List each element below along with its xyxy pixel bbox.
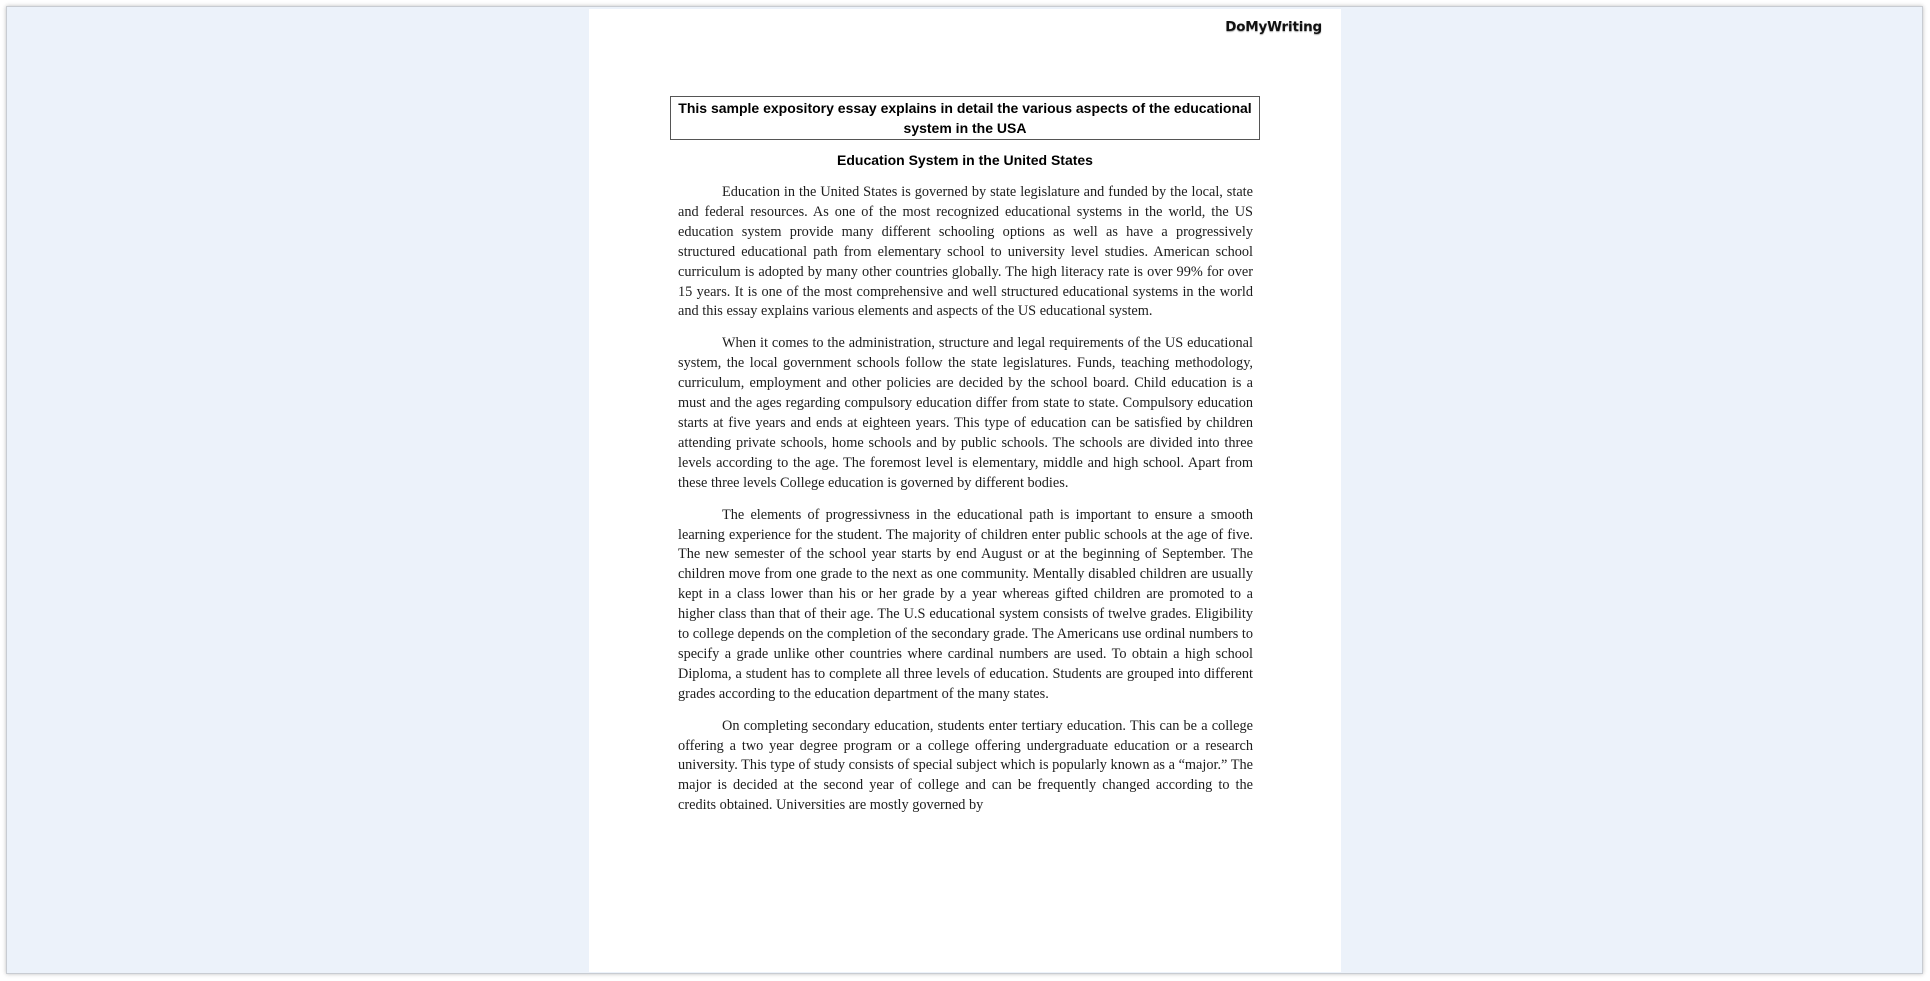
paragraph: Education in the United States is governed by state legislature and funded by the local, state and federal resources. As one of the most recognized educational systems in the world, the US education system provide many different schooling options as well as have a progressively structured educational path from elementary school to university level studies. American school curriculum is adopted by many other countries globally. The high literacy rate is over 99% for over 15 years. It is one of the most comprehensive and well structured educational systems in the world and this essay explains various elements and aspects of the US educational system. <box>678 184 1253 320</box>
essay-body <box>678 183 1253 828</box>
summary-title-box: This sample expository essay explains in detail the various aspects of the educational system in the USA <box>670 96 1260 140</box>
paragraph: When it comes to the administration, structure and legal requirements of the US educational system, the local government schools follow the state legislatures. Funds, teaching methodology, curriculum, employment and other policies are decided by the school board. Child education is a must and the ages regarding compulsory education differ from state to state. Compulsory education starts at five years and ends at eighteen years. This type of education can be satisfied by children attending private schools, home schools and by public schools. The schools are divided into three levels according to the age. The foremost level is elementary, middle and high school. Apart from these three levels College education is governed by different bodies. <box>678 335 1253 491</box>
brand-logo: DoMyWriting <box>1225 19 1322 35</box>
paragraph: On completing secondary education, students enter tertiary education. This can be a college offering a two year degree program or a college offering undergraduate education or a research university. This type of study consists of special subject which is popularly known as a “major.” The major is decided at the second year of college and can be frequently changed according to the credits obtained. Universities are mostly governed by <box>678 717 1253 814</box>
document-page <box>589 9 1341 972</box>
essay-title: Education System in the United States <box>837 152 1093 168</box>
paragraph: The elements of progressivness in the educational path is important to ensure a smooth learning experience for the student. The majority of children enter public schools at the age of five. The new semester of the school year starts by end August or at the beginning of September. The children move from one grade to the next as one community. Mentally disabled children are usually kept in a class lower than his or her grade by a year whereas gifted children are promoted to a higher class than that of their age. The U.S educational system consists of twelve grades. Eligibility to college depends on the completion of the secondary grade. The Americans use ordinal numbers to specify a grade unlike other countries where cardinal numbers are used. To obtain a high school Diploma, a student has to complete all three levels of education. Students are grouped into different grades according to the education department of the many states. <box>678 506 1253 702</box>
document-viewer <box>6 6 1923 974</box>
